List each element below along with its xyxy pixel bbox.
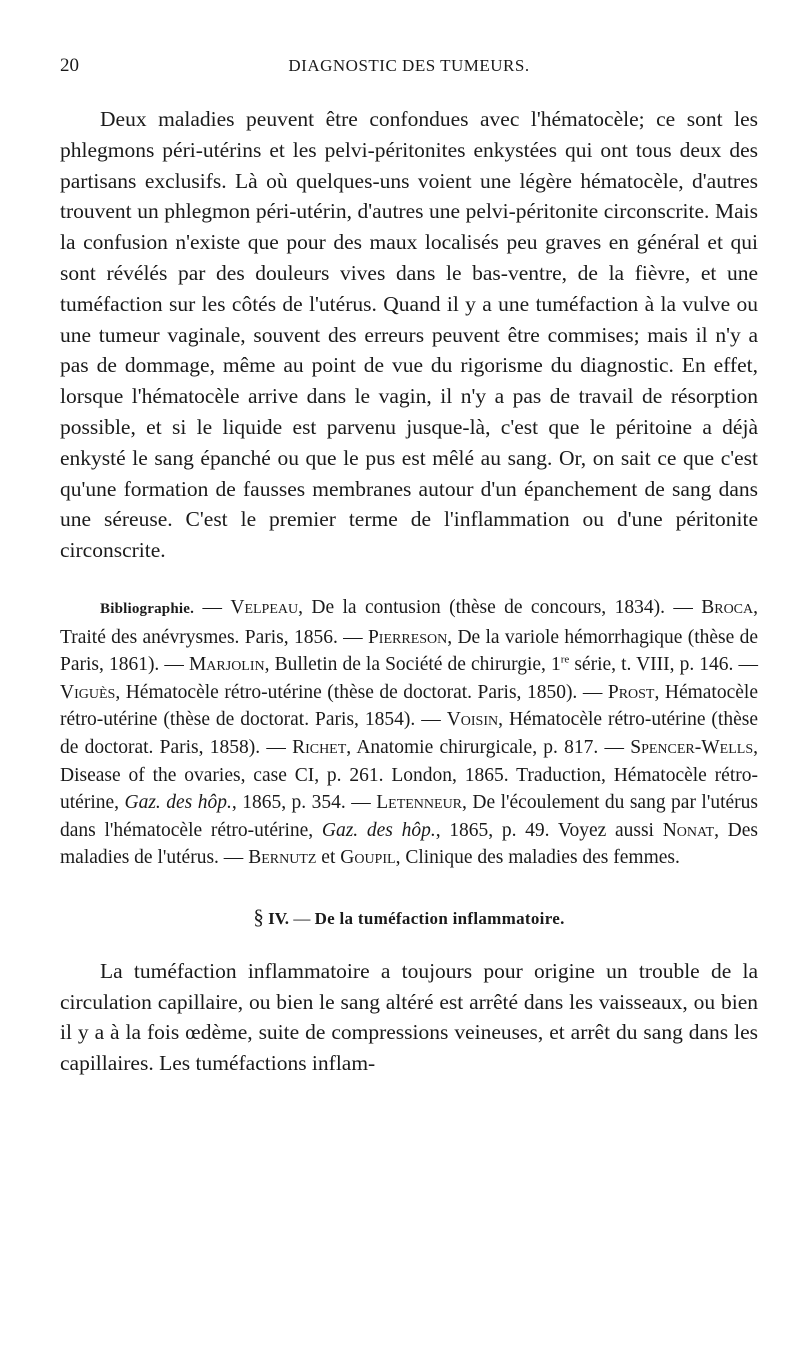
book-page	[60, 48, 758, 1079]
section-title-text: De la tuméfaction inflammatoire.	[314, 908, 565, 928]
page-number: 20	[60, 55, 79, 76]
biblio-author: Bernutz	[248, 847, 317, 869]
biblio-entry-text: , Hématocèle rétro-utérine (thèse de doctorat. Paris, 1858). —	[60, 709, 758, 758]
biblio-entry-text: , Anatomie chirurgicale, p. 817. —	[346, 736, 631, 758]
biblio-entry-text: , Bulletin de la Société de chirurgie, 1	[264, 654, 561, 676]
section-heading	[60, 902, 758, 934]
bibliography-dash: —	[194, 596, 231, 618]
body-paragraph: La tuméfaction inflammatoire a toujours pour origine un trouble de la circulation capillaire, ou bien le sang altéré est arrêté dans les vaisseaux, ou bien il y a à la fois œdème, suite de compressions veineuses, et arrêt du sang dans les capillaires. Les tuméfactions inflam-	[60, 958, 758, 1076]
running-head	[60, 48, 758, 84]
biblio-entry-text: , Hématocèle rétro-utérine (thèse de doctorat. Paris, 1854). —	[60, 681, 758, 731]
biblio-author: Marjolin	[188, 654, 265, 676]
ordinal-superscript: re	[560, 653, 570, 666]
biblio-entry-text: , Hématocèle rétro-utérine (thèse de doctorat. Paris, 1850). —	[115, 681, 608, 703]
biblio-author: Richet	[292, 736, 347, 758]
biblio-author: Nonat	[662, 819, 715, 841]
biblio-author: Voisin	[446, 709, 499, 731]
running-title: DIAGNOSTIC DES TUMEURS.	[288, 56, 530, 75]
bibliography-label: Bibliographie.	[100, 600, 195, 617]
biblio-author: Spencer-Wells	[630, 736, 754, 758]
section-dash: —	[289, 908, 315, 928]
body-paragraph: Deux maladies peuvent être confondues avec l'hématocèle; ce sont les phlegmons péri-utérins et les pelvi-péritonites enkystées qui ont tous deux des partisans exclusifs. Là où quelques-uns voient une légère hématocèle, d'autres trouvent un phlegmon péri-utérin, d'autres une pelvi-péritonite circonscrite. Mais la confusion n'existe que pour des maux localisés peu graves en général et qui sont révélés par des douleurs vives dans le bas-ventre, de la fièvre, et une tuméfaction sur les côtés de l'utérus. Quand il y a une tuméfaction à la vulve ou une tumeur vaginale, souvent des erreurs peuvent être commises; mais il n'y a pas de dommage, même au point de vue du rigorisme du diagnostic. En effet, lorsque l'hématocèle arrive dans le vagin, il n'y a pas de travail de résorption possible, et si le liquide est parvenu jusque-là, c'est que le péritoine a déjà enkysté le sang épanché ou que le pus est mêlé au sang. Or, on sait ce que c'est qu'une formation de fausses membranes autour d'un épanchement de sang dans une séreuse. C'est le premier terme de l'inflammation ou d'une péritonite circonscrite.	[60, 107, 758, 563]
biblio-author: Broca	[701, 596, 754, 618]
biblio-entry-text: , Disease of the ovaries, case CI, p. 261. London, 1865. Traduction, Hématocèle rétro-utérine,	[60, 736, 758, 814]
biblio-author: Viguès	[60, 681, 116, 703]
biblio-entry-text: , 1865, p. 49. Voyez aussi	[435, 819, 663, 841]
biblio-entry-text: , Clinique des maladies des femmes.	[395, 847, 680, 869]
biblio-author: Pierreson	[367, 626, 448, 648]
biblio-entry-text: série, t. VIII, p. 146. —	[569, 654, 758, 676]
biblio-entry-text: , De la contusion (thèse de concours, 1834). —	[298, 596, 702, 618]
biblio-entry-text: , De l'écoulement du sang par l'utérus dans l'hématocèle rétro-utérine,	[60, 792, 759, 841]
biblio-author: Velpeau	[230, 596, 299, 618]
biblio-author: Letenneur	[376, 792, 463, 814]
biblio-entry-text: , Des maladies de l'utérus. —	[60, 819, 759, 869]
biblio-author: Prost	[607, 681, 655, 703]
journal-title: Gaz. des hôp.	[124, 792, 232, 814]
biblio-entry-text: , De la variole hémorrhagique (thèse de Paris, 1861). —	[60, 626, 758, 676]
bibliography-paragraph	[60, 594, 758, 872]
biblio-entry-text: , 1865, p. 354. —	[231, 792, 377, 814]
biblio-entry-text: , Traité des anévrysmes. Paris, 1856. —	[60, 596, 758, 648]
biblio-author: Goupil	[340, 847, 396, 869]
journal-title: Gaz. des hôp.	[321, 819, 436, 841]
section-sign: §	[253, 904, 264, 929]
section-number: IV.	[268, 908, 290, 928]
biblio-connector: et	[316, 847, 341, 869]
